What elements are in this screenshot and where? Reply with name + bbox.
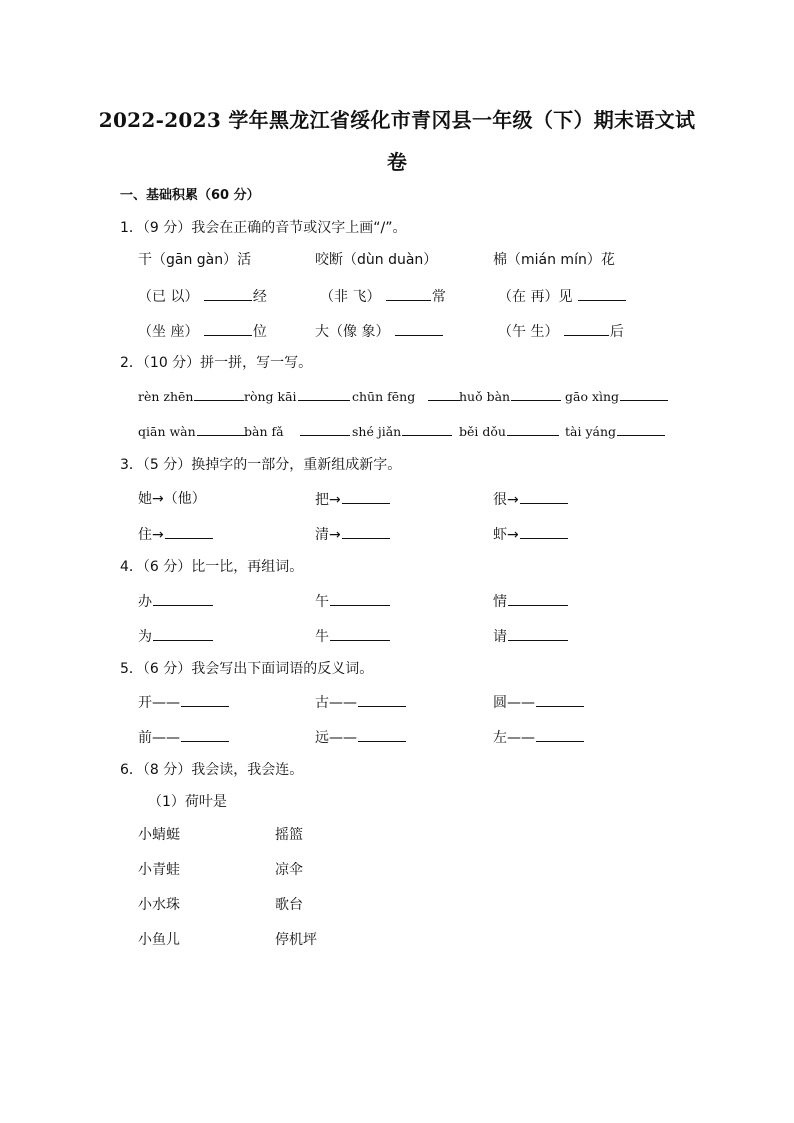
q5-word: 古—— xyxy=(315,695,357,711)
q5-word: 圆—— xyxy=(493,695,535,711)
q4-stem: 4．（6 分）比一比，再组词。 xyxy=(120,559,304,575)
q1-item-prefix: （坐 座） xyxy=(138,324,199,340)
q5-word: 前—— xyxy=(138,730,180,746)
answer-blank[interactable] xyxy=(342,489,390,504)
pinyin-item xyxy=(138,386,245,407)
q1-stem: 1．（9 分）我会在正确的音节或汉字上画“/”。 xyxy=(120,220,407,236)
pinyin-text: shé jiǎn xyxy=(352,424,402,439)
pinyin-item xyxy=(565,421,666,442)
q5-word: 左—— xyxy=(493,730,535,746)
q1-item-prefix: （在 再）见 xyxy=(498,289,573,305)
answer-blank[interactable] xyxy=(402,421,452,436)
answer-blank[interactable] xyxy=(204,286,252,301)
answer-blank[interactable] xyxy=(204,321,252,336)
pinyin-text: rèn zhēn xyxy=(138,389,194,404)
q3-item-prefix: 清→ xyxy=(315,527,341,543)
answer-blank[interactable] xyxy=(165,524,213,539)
q4-char: 为 xyxy=(138,629,152,645)
q1-item xyxy=(315,321,444,342)
q6-left-item[interactable]: 小鱼儿 xyxy=(138,932,180,948)
section-heading: 一、基础积累（60 分） xyxy=(120,188,260,203)
answer-blank[interactable] xyxy=(300,421,350,436)
pinyin-text: chūn fēng xyxy=(352,389,416,404)
answer-blank[interactable] xyxy=(194,386,244,401)
answer-blank[interactable] xyxy=(536,692,584,707)
q3-item-prefix: 把→ xyxy=(315,492,341,508)
answer-blank[interactable] xyxy=(508,626,568,641)
q6-right-item[interactable]: 摇篮 xyxy=(275,827,303,843)
q1-item xyxy=(320,286,446,307)
exam-title-line1: 2022-2023 学年黑龙江省绥化市青冈县一年级（下）期末语文试 xyxy=(98,108,696,132)
q4-char: 午 xyxy=(315,594,329,610)
pinyin-item xyxy=(352,421,453,442)
pinyin-text: qiān wàn xyxy=(138,424,196,439)
pinyin-text: tài yáng xyxy=(565,424,617,439)
q1-item-suffix: 位 xyxy=(252,324,267,340)
q3-stem: 3．（5 分）换掉字的一部分，重新组成新字。 xyxy=(120,457,402,473)
q5-item xyxy=(493,727,585,748)
q5-item xyxy=(138,727,230,748)
q4-char: 牛 xyxy=(315,629,329,645)
pinyin-item xyxy=(138,421,248,442)
answer-blank[interactable] xyxy=(520,524,568,539)
answer-blank[interactable] xyxy=(358,727,406,742)
q1-item-suffix: 常 xyxy=(431,289,446,305)
q6-stem: 6．（8 分）我会读，我会连。 xyxy=(120,762,304,778)
answer-blank[interactable] xyxy=(342,524,390,539)
pinyin-text: běi dǒu xyxy=(459,424,506,439)
q5-item xyxy=(315,727,407,748)
q4-item xyxy=(315,591,391,612)
pinyin-text: huǒ bàn xyxy=(459,389,511,404)
answer-blank[interactable] xyxy=(153,626,213,641)
pinyin-item xyxy=(459,421,560,442)
q4-item xyxy=(493,591,569,612)
q6-subquestion: （1）荷叶是 xyxy=(148,794,227,810)
q1-item xyxy=(498,286,627,307)
q5-stem: 5．（6 分）我会写出下面词语的反义词。 xyxy=(120,661,374,677)
q3-item xyxy=(315,524,391,545)
answer-blank[interactable] xyxy=(564,321,609,336)
q1-item-prefix: （非 飞） xyxy=(320,289,381,305)
answer-blank[interactable] xyxy=(298,386,350,401)
q3-item-prefix: 虾→ xyxy=(493,527,519,543)
answer-blank[interactable] xyxy=(181,727,229,742)
pinyin-item xyxy=(244,421,351,442)
q3-item xyxy=(138,524,214,545)
q1-item-suffix: 经 xyxy=(252,289,267,305)
pinyin-item xyxy=(244,386,351,407)
q3-item xyxy=(493,524,569,545)
answer-blank[interactable] xyxy=(617,421,665,436)
q1-item: 干（gān gàn）活 xyxy=(138,252,252,268)
q6-right-item[interactable]: 凉伞 xyxy=(275,862,303,878)
pinyin-item xyxy=(459,386,562,407)
answer-blank[interactable] xyxy=(386,286,431,301)
pinyin-item xyxy=(565,386,669,407)
q6-right-item[interactable]: 停机坪 xyxy=(275,932,317,948)
q3-item-prefix: 很→ xyxy=(493,492,519,508)
q6-left-item[interactable]: 小水珠 xyxy=(138,897,180,913)
pinyin-item xyxy=(352,386,461,407)
q5-word: 开—— xyxy=(138,695,180,711)
answer-blank[interactable] xyxy=(330,591,390,606)
exam-title-line2: 卷 xyxy=(386,150,408,174)
q5-word: 远—— xyxy=(315,730,357,746)
answer-blank[interactable] xyxy=(153,591,213,606)
q1-item xyxy=(138,321,267,342)
q6-left-item[interactable]: 小蜻蜓 xyxy=(138,827,180,843)
answer-blank[interactable] xyxy=(578,286,626,301)
q1-item: 棉（mián mín）花 xyxy=(493,252,615,268)
q4-char: 情 xyxy=(493,594,507,610)
q4-item xyxy=(138,591,214,612)
q4-item xyxy=(138,626,214,647)
answer-blank[interactable] xyxy=(428,386,460,401)
q1-item-prefix: 大（像 象） xyxy=(315,324,390,340)
q5-item xyxy=(493,692,585,713)
answer-blank[interactable] xyxy=(330,626,390,641)
q3-item xyxy=(493,489,569,510)
q1-item-prefix: （午 生） xyxy=(498,324,559,340)
q3-item-prefix: 住→ xyxy=(138,527,164,543)
answer-blank[interactable] xyxy=(507,421,559,436)
q5-item xyxy=(315,692,407,713)
answer-blank[interactable] xyxy=(511,386,561,401)
q3-item-prefix: 她→（他） xyxy=(138,491,206,507)
q6-left-item[interactable]: 小青蛙 xyxy=(138,862,180,878)
answer-blank[interactable] xyxy=(520,489,568,504)
pinyin-text: gāo xìng xyxy=(565,389,620,404)
q1-item xyxy=(498,321,624,342)
answer-blank[interactable] xyxy=(181,692,229,707)
answer-blank[interactable] xyxy=(358,692,406,707)
q1-item: 咬断（dùn duàn） xyxy=(315,252,438,268)
q4-char: 请 xyxy=(493,629,507,645)
answer-blank[interactable] xyxy=(536,727,584,742)
q3-item xyxy=(138,489,206,509)
answer-blank[interactable] xyxy=(508,591,568,606)
q5-item xyxy=(138,692,230,713)
q2-stem: 2．（10 分）拼一拼，写一写。 xyxy=(120,355,313,371)
pinyin-text: ròng kāi xyxy=(244,389,297,404)
q1-item xyxy=(138,286,267,307)
q1-item-suffix: 后 xyxy=(609,324,624,340)
pinyin-text: bàn fǎ xyxy=(244,424,284,439)
q6-right-item[interactable]: 歌台 xyxy=(275,897,303,913)
q4-item xyxy=(493,626,569,647)
q1-item-prefix: （已 以） xyxy=(138,289,199,305)
answer-blank[interactable] xyxy=(197,421,247,436)
q4-char: 办 xyxy=(138,594,152,610)
q4-item xyxy=(315,626,391,647)
answer-blank[interactable] xyxy=(620,386,668,401)
q3-item xyxy=(315,489,391,510)
answer-blank[interactable] xyxy=(395,321,443,336)
